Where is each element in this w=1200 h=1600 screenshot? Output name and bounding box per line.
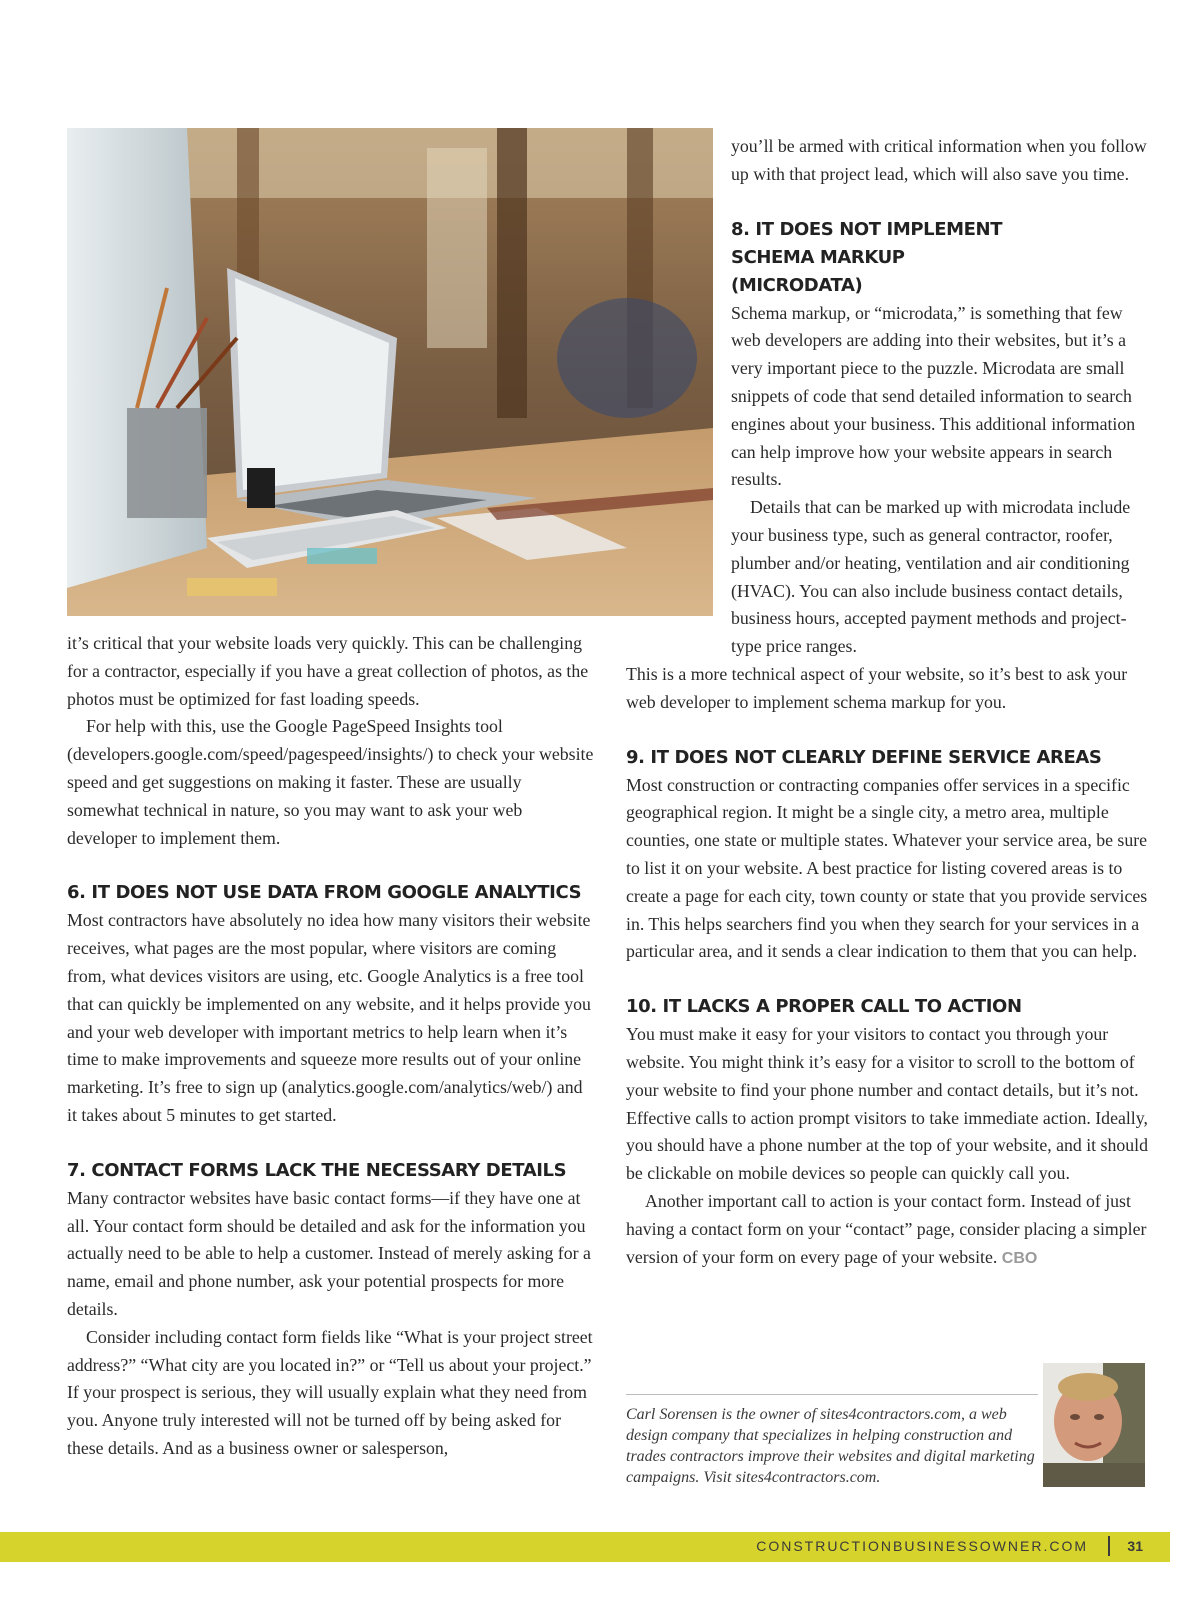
body-paragraph: Schema markup, or “microdata,” is something that few web developers are adding into their websites, but it’s a very important piece to the puzzle. Microdata are small snippets of code that send detailed information to search engines about your business. This additional information can help improve how your website appears in search results. (731, 302, 1136, 490)
body-paragraph: you’ll be armed with critical information when you follow up with that project lead, which will also save you time. (731, 136, 1147, 184)
section-heading-6: 6. IT DOES NOT USE DATA FROM GOOGLE ANALYTICS (67, 882, 582, 904)
section-heading-7: 7. CONTACT FORMS LACK THE NECESSARY DETAILS (67, 1159, 567, 1181)
body-paragraph: Most construction or contracting companies offer services in a specific geographical region. It might be a single city, a metro area, multiple counties, one state or multiple states. Whatever your service area, be sure to list it on your website. A best practice for listing covered areas is to create a page for each city, town county or state that you provide services in. This helps searchers find you when they search for your services in a particular area, and it sends a clear indication to them that you can help. (626, 774, 1148, 962)
body-paragraph: For help with this, use the Google PageSpeed Insights tool (developers.google.com/speed/pagespeed/insights/) to check your website speed and get suggestions on making it faster. These are usually somewhat technical in nature, so you may want to ask your web developer to implement them. (67, 716, 594, 848)
body-paragraph: Many contractor websites have basic contact forms—if they have one at all. Your contact form should be detailed and ask for the information you actually need to be able to help a customer. Instead of merely asking for a name, email and phone number, ask your potential prospects for more details. (67, 1187, 591, 1319)
section-heading-8: 8. IT DOES NOT IMPLEMENT SCHEMA MARKUP (MICRODATA) (731, 218, 1003, 296)
left-column (67, 630, 594, 1463)
body-paragraph: it’s critical that your website loads very quickly. This can be challenging for a contractor, especially if you have a great collection of photos, as the photos must be optimized for fast loading speeds. (67, 633, 589, 709)
closing-paragraph-text: Another important call to action is your contact form. Instead of just having a contact form on your “contact” page, consider placing a simpler version of your form on every page of your website. (626, 1190, 1147, 1267)
body-paragraph: Details that can be marked up with microdata include your business type, such as general contractor, roofer, plumber and/or heating, ventilation and air conditioning (HVAC). You can also include business contact details, business hours, accepted payment methods and project-type price ranges. (731, 497, 1131, 657)
body-paragraph: Consider including contact form fields like “What is your project street address?” “What city are you located in?” or “Tell us about your project.” If your prospect is serious, they will usually explain what they need from you. Anyone truly interested will not be turned off by being asked for these details. And as a business owner or salesperson, (67, 1326, 593, 1458)
section-heading-10: 10. IT LACKS A PROPER CALL TO ACTION (626, 996, 1022, 1018)
bio-divider (626, 1394, 1038, 1395)
right-column-bottom (626, 661, 1148, 1272)
body-paragraph (626, 1188, 1148, 1272)
footer-band (0, 1532, 1170, 1562)
end-mark: CBO (1001, 1249, 1038, 1267)
author-bio: Carl Sorensen is the owner of sites4contractors.com, a web design company that specializes in helping construction and trades contractors improve their websites and digital marketing campaigns. Visit sites4contractors.com. (626, 1406, 1035, 1486)
body-paragraph: You must make it easy for your visitors to contact you through your website. You might think it’s easy for a visitor to scroll to the bottom of your website to find your phone number and contact details, but it’s not. Effective calls to action prompt visitors to take immediate action. Ideally, you should have a phone number at the top of your website, and it should be clickable on mobile devices so people can quickly call you. (626, 1024, 1148, 1184)
article-photo (67, 128, 713, 616)
author-headshot (1043, 1363, 1145, 1487)
page-number: 31 (1127, 1538, 1143, 1554)
footer-separator (1108, 1536, 1110, 1556)
body-paragraph: This is a more technical aspect of your website, so it’s best to ask your web developer to implement schema markup for you. (626, 664, 1128, 712)
footer-website: CONSTRUCTIONBUSINESSOWNER.COM (756, 1538, 1088, 1554)
right-column-top (731, 133, 1151, 661)
body-paragraph: Most contractors have absolutely no idea how many visitors their website receives, what pages are the most popular, where visitors are coming from, what devices visitors are using, etc. Google Analytics is a free tool that can quickly be implemented on any website, and it helps provide you and your web developer with important metrics to help learn when it’s time to make improvements and squeeze more results out of your online marketing. It’s free to sign up (analytics.google.com/analytics/web/) and it takes about 5 minutes to get started. (67, 910, 591, 1125)
section-heading-9: 9. IT DOES NOT CLEARLY DEFINE SERVICE AREAS (626, 746, 1102, 768)
